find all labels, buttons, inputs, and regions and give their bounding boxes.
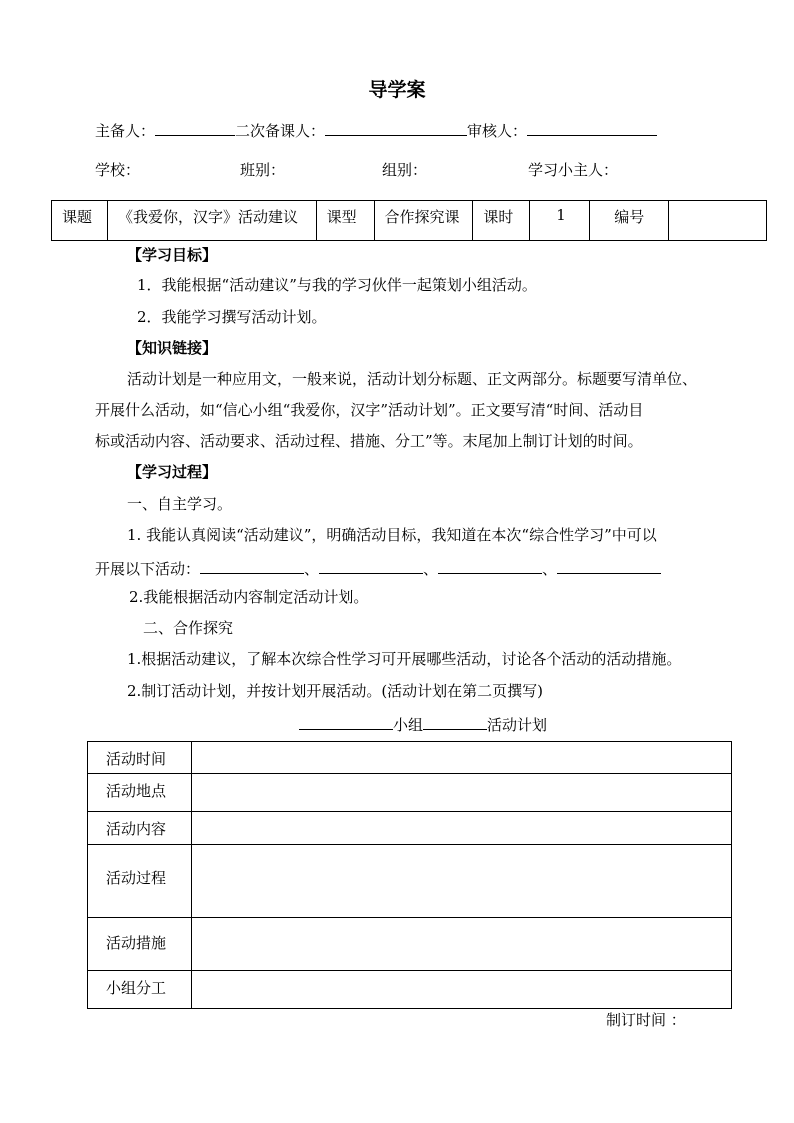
type-label: 课型	[316, 201, 374, 241]
plan-row-input[interactable]	[192, 845, 732, 918]
knowledge-line-1: 活动计划是一种应用文，一般来说，活动计划分标题、正文两部分。标题要写清单位、	[127, 370, 698, 388]
plan-row	[88, 918, 732, 971]
knowledge-heading: 【知识链接】	[127, 339, 218, 357]
plan-row	[88, 742, 732, 774]
plan-row-label: 活动过程	[88, 845, 192, 918]
self-study-title: 一、自主学习。	[127, 495, 233, 513]
header-preparers-row	[95, 121, 657, 139]
second-preparer-blank[interactable]	[325, 121, 467, 136]
info-table-row	[52, 201, 767, 241]
group-name-blank[interactable]	[299, 715, 393, 730]
school-label: 学校：	[95, 161, 141, 179]
activity-blank-3[interactable]	[438, 559, 542, 574]
group-label: 组别：	[382, 161, 428, 179]
preparer-blank[interactable]	[155, 121, 235, 136]
plan-row	[88, 845, 732, 918]
plan-table	[87, 741, 732, 1009]
separator-3: 、	[542, 560, 558, 578]
separator-2: 、	[423, 560, 439, 578]
plan-row-input[interactable]	[192, 742, 732, 774]
plan-row-input[interactable]	[192, 812, 732, 845]
hours-value: 1	[530, 201, 590, 241]
plan-row-label: 活动内容	[88, 812, 192, 845]
knowledge-line-2: 开展什么活动，如“信心小组“我爱你，汉字”活动计划”。正文要写清“时间、活动目	[95, 401, 644, 419]
plan-title	[299, 715, 547, 733]
activity-blank-4[interactable]	[557, 559, 661, 574]
coop-item-2: 2.制订活动计划，并按计划开展活动。(活动计划在第二页撰写)	[127, 682, 544, 700]
number-value[interactable]	[669, 201, 767, 241]
hours-label: 课时	[473, 201, 530, 241]
plan-title-suffix: 活动计划	[487, 716, 548, 734]
plan-row	[88, 971, 732, 1009]
activity-blank-2[interactable]	[319, 559, 423, 574]
plan-row-label: 小组分工	[88, 971, 192, 1009]
plan-row-input[interactable]	[192, 774, 732, 812]
reviewer-blank[interactable]	[527, 121, 657, 136]
plan-title-group: 小组	[393, 716, 424, 734]
self-study-item-2: 2.我能根据活动内容制定活动计划。	[129, 588, 369, 606]
coop-title: 二、合作探究	[143, 619, 234, 637]
plan-row	[88, 774, 732, 812]
page-title: 导学案	[368, 79, 426, 101]
plan-row-input[interactable]	[192, 971, 732, 1009]
plan-row-label: 活动地点	[88, 774, 192, 812]
reviewer-label: 审核人：	[467, 122, 528, 140]
coop-item-1: 1.根据活动建议，了解本次综合性学习可开展哪些活动，讨论各个活动的活动措施。	[127, 650, 682, 668]
plan-row-input[interactable]	[192, 918, 732, 971]
goal-item-1: 1．我能根据“活动建议”与我的学习伙伴一起策划小组活动。	[137, 276, 537, 294]
activity-name-blank[interactable]	[423, 715, 487, 730]
separator-1: 、	[304, 560, 320, 578]
plan-row-label: 活动措施	[88, 918, 192, 971]
second-preparer-label: 二次备课人：	[235, 122, 326, 140]
plan-row	[88, 812, 732, 845]
topic-label: 课题	[52, 201, 108, 241]
plan-footer: 制订时间 ：	[606, 1011, 686, 1029]
activities-blanks-row	[95, 559, 661, 577]
info-table	[51, 200, 767, 241]
plan-row-label: 活动时间	[88, 742, 192, 774]
class-label: 班别：	[240, 161, 286, 179]
process-heading: 【学习过程】	[127, 463, 218, 481]
goal-item-2: 2．我能学习撰写活动计划。	[137, 308, 327, 326]
preparer-label: 主备人：	[95, 122, 156, 140]
owner-label: 学习小主人：	[528, 161, 619, 179]
activity-blank-1[interactable]	[200, 559, 304, 574]
topic-value: 《我爱你，汉字》活动建议	[107, 201, 316, 241]
self-study-item-1: 1. 我能认真阅读“活动建议”，明确活动目标，我知道在本次“综合性学习”中可以	[127, 526, 657, 544]
goals-heading: 【学习目标】	[127, 246, 218, 264]
number-label: 编号	[590, 201, 669, 241]
activities-prefix: 开展以下活动：	[95, 560, 201, 578]
type-value: 合作探究课	[374, 201, 473, 241]
knowledge-line-3: 标或活动内容、活动要求、活动过程、措施、分工”等。末尾加上制订计划的时间。	[95, 432, 643, 450]
